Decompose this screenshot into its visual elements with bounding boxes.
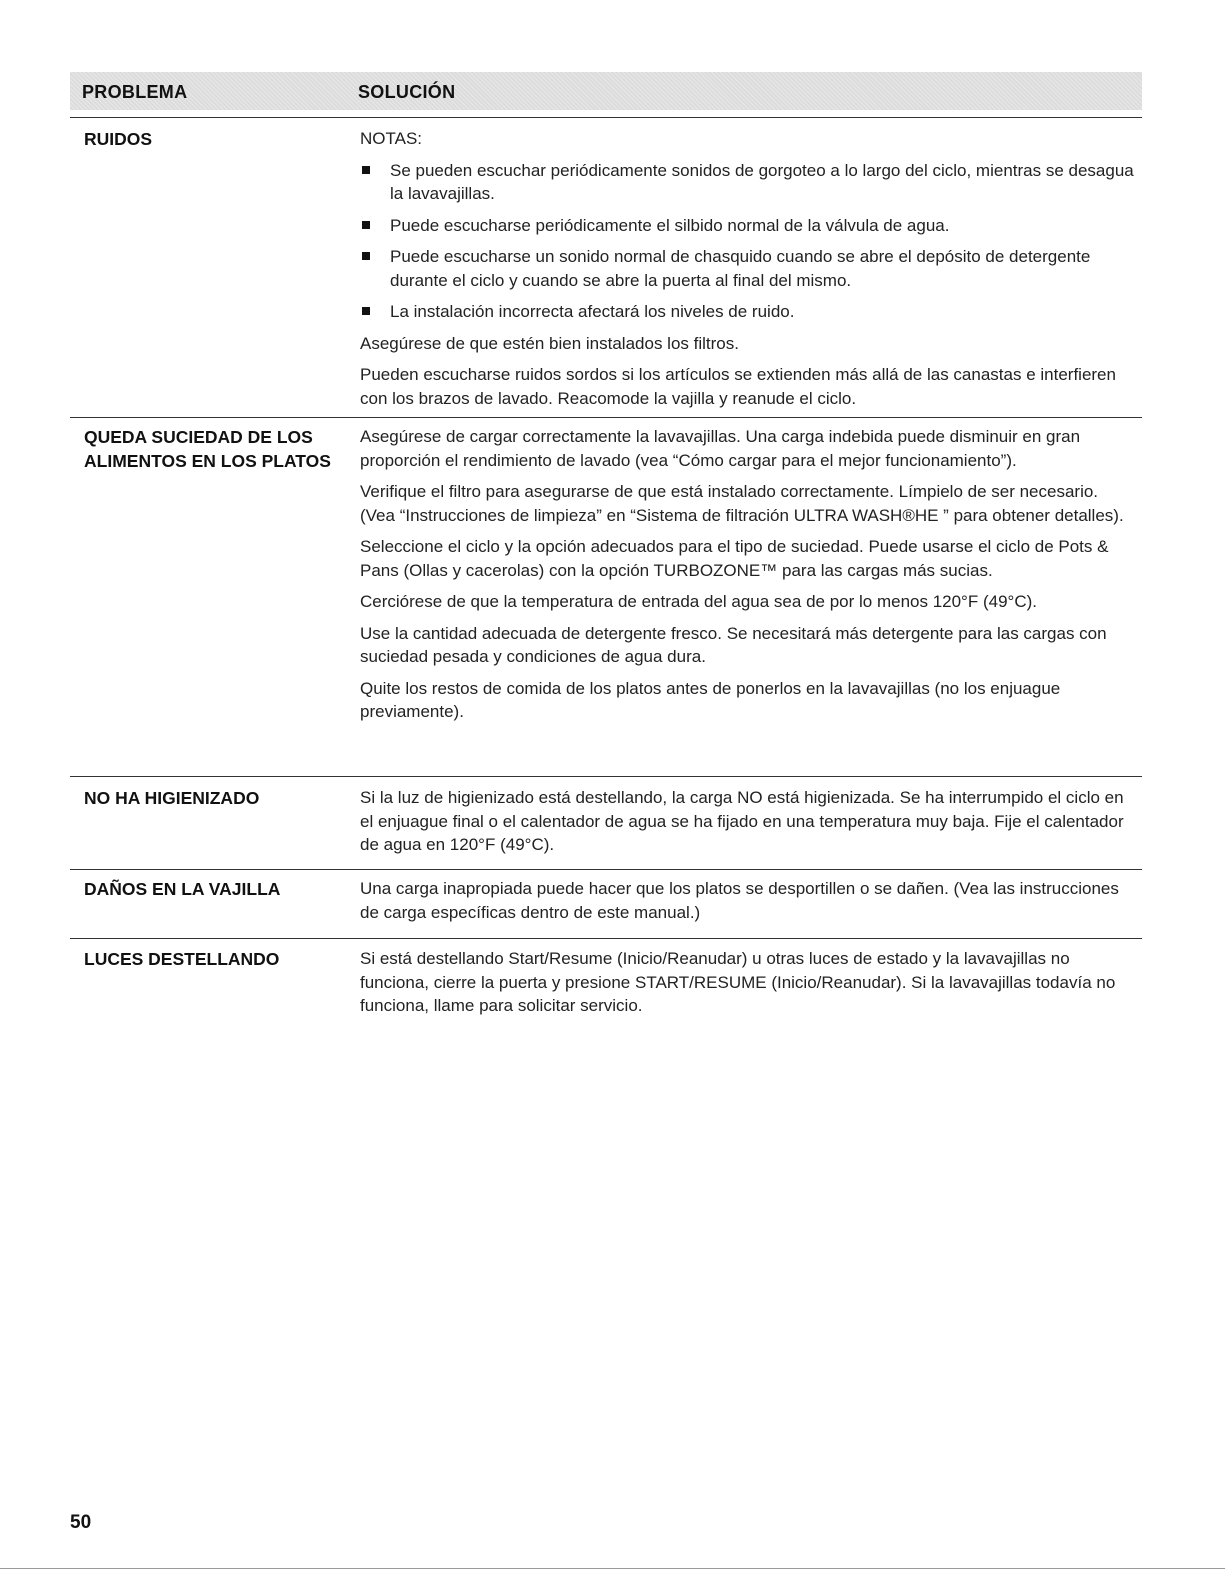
notes-list [360, 159, 1135, 324]
solution-paragraph: Si la luz de higienizado está destellando, la carga NO está higienizada. Se ha interrumpido el ciclo en el enjuague final o el calentador de agua se ha fijado en una temperatura muy baja. Fije el calentador de agua en 120°F (49°C). [360, 788, 1124, 854]
row-divider [70, 776, 1142, 777]
list-item: Se pueden escuchar periódicamente sonidos de gorgoteo a lo largo del ciclo, mientras se desagua la lavavajillas. [360, 159, 1135, 206]
solution-paragraph: Seleccione el ciclo y la opción adecuados para el tipo de suciedad. Puede usarse el ciclo de Pots & Pans (Ollas y cacerolas) con la opción TURBOZONE™ para las cargas más sucias. [360, 537, 1109, 580]
notes-title: NOTAS: [360, 129, 423, 148]
bullet-square-icon [362, 221, 370, 229]
column-header-solution: SOLUCIÓN [358, 82, 456, 102]
row-divider [70, 417, 1142, 418]
solution-paragraph: Cerciórese de que la temperatura de entrada del agua sea de por lo menos 120°F (49°C). [360, 592, 1037, 611]
table-header-band [70, 72, 1142, 110]
solution-paragraph: Use la cantidad adecuada de detergente fresco. Se necesitará más detergente para las cargas con suciedad pesada y condiciones de agua dura. [360, 623, 1107, 666]
solution-ruidos [360, 127, 1135, 418]
page-bottom-rule [0, 1568, 1225, 1569]
problem-luces-destellando: LUCES DESTELLANDO [84, 949, 280, 969]
list-item: Puede escucharse un sonido normal de chasquido cuando se abre el depósito de detergente durante el ciclo y cuando se abre la puerta al final del mismo. [360, 245, 1135, 292]
solution-paragraph: Quite los restos de comida de los platos antes de ponerlos en la lavavajillas (no los enjuague previamente). [360, 678, 1061, 721]
solution-no-ha-higienizado [360, 786, 1135, 865]
bullet-square-icon [362, 166, 370, 174]
row-divider [70, 117, 1142, 118]
solution-paragraph: Asegúrese de que estén bien instalados los filtros. [360, 333, 739, 353]
problem-ruidos: RUIDOS [84, 129, 153, 149]
column-header-problem: PROBLEMA [82, 82, 188, 102]
row-divider [70, 869, 1142, 870]
solution-paragraph: Si está destellando Start/Resume (Inicio/Reanudar) u otras luces de estado y la lavavajillas no funciona, cierre la puerta y presione START/RESUME (Inicio/Reanudar). Si la lavavajillas todavía no funciona, llame para solicitar servicio. [360, 949, 1116, 1015]
list-item: La instalación incorrecta afectará los niveles de ruido. [360, 300, 1135, 324]
problem-queda-suciedad: QUEDA SUCIEDAD DE LOS ALIMENTOS EN LOS PLATOS [84, 427, 331, 471]
row-divider [70, 938, 1142, 939]
list-item: Puede escucharse periódicamente el silbido normal de la válvula de agua. [360, 214, 1135, 238]
page-number: 50 [70, 1512, 92, 1533]
solution-danos-vajilla [360, 877, 1135, 932]
solution-luces-destellando [360, 947, 1135, 1026]
solution-paragraph: Pueden escucharse ruidos sordos si los artículos se extienden más allá de las canastas e interfieren con los brazos de lavado. Reacomode la vajilla y reanude el ciclo. [360, 365, 1116, 408]
problem-no-ha-higienizado: NO HA HIGIENIZADO [84, 788, 260, 808]
solution-queda-suciedad [360, 425, 1135, 732]
bullet-square-icon [362, 307, 370, 315]
solution-paragraph: Asegúrese de cargar correctamente la lavavajillas. Una carga indebida puede disminuir en gran proporción el rendimiento de lavado (vea “Cómo cargar para el mejor funcionamiento”). [360, 427, 1081, 470]
problem-danos-vajilla: DAÑOS EN LA VAJILLA [84, 879, 281, 899]
solution-paragraph: Verifique el filtro para asegurarse de que está instalado correctamente. Límpielo de ser necesario. (Vea “Instrucciones de limpieza” en “Sistema de filtración ULTRA WASH®HE ” para obtener detalles). [360, 482, 1124, 525]
bullet-square-icon [362, 252, 370, 260]
solution-paragraph: Una carga inapropiada puede hacer que los platos se desportillen o se dañen. (Vea las instrucciones de carga específicas dentro de este manual.) [360, 879, 1119, 922]
